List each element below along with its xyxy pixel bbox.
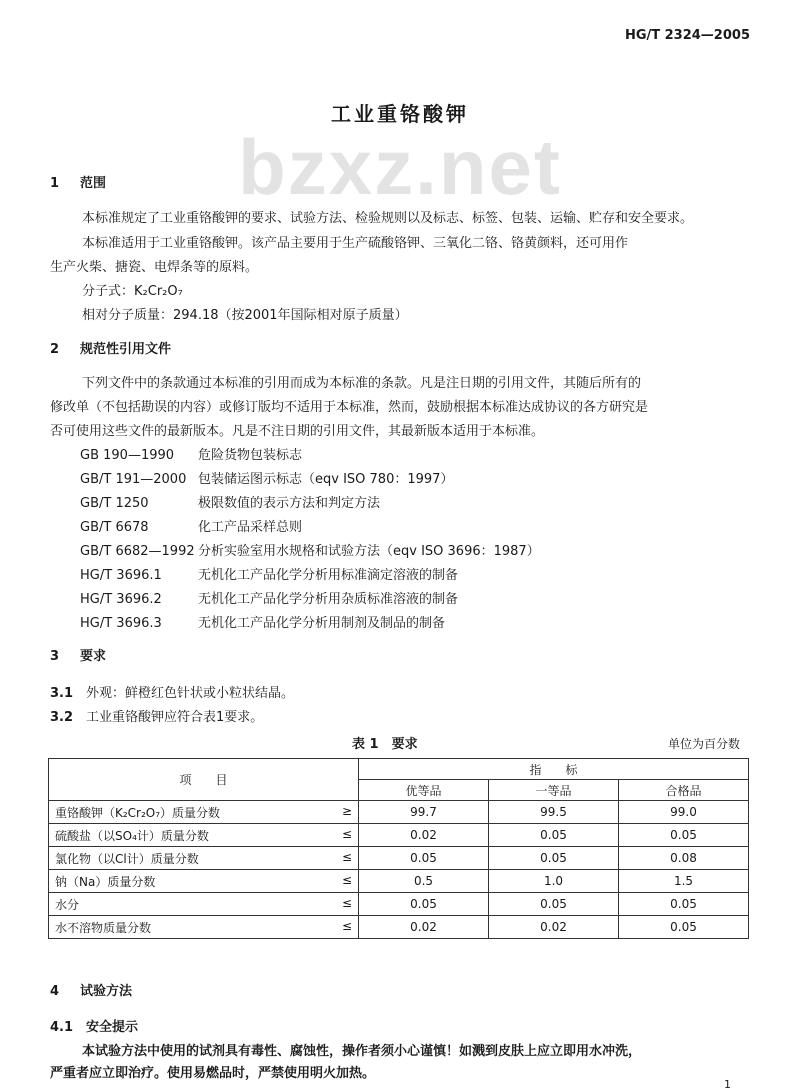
value-cell: 0.05 xyxy=(489,824,619,847)
comparison-sign: ≤ xyxy=(341,826,352,841)
reference-code: GB/T 191—2000 xyxy=(80,472,187,487)
clause-3-1 xyxy=(50,682,294,701)
section-1-heading xyxy=(50,172,106,191)
comparison-sign: ≥ xyxy=(341,803,352,818)
value-cell: 0.02 xyxy=(359,916,489,939)
section-2-heading xyxy=(50,338,171,357)
reference-code: GB/T 6678 xyxy=(80,520,149,535)
reference-item xyxy=(80,564,458,583)
comparison-sign: ≤ xyxy=(341,849,352,864)
value-cell: 0.05 xyxy=(359,847,489,870)
table-row xyxy=(49,916,749,939)
paragraph: 本标准规定了工业重铬酸钾的要求、试验方法、检验规则以及标志、标签、包装、运输、贮存和安全要求。 xyxy=(82,211,694,226)
item-cell xyxy=(49,870,359,893)
section-4-heading xyxy=(50,980,132,999)
standard-code: HG/T 2324—2005 xyxy=(624,28,750,43)
grade-qualified: 合格品 xyxy=(619,780,749,801)
value-cell: 0.05 xyxy=(619,916,749,939)
section-3-heading xyxy=(50,645,106,664)
grade-first: 一等品 xyxy=(489,780,619,801)
reference-item xyxy=(80,540,540,559)
table-header-row xyxy=(49,759,749,780)
reference-title: 无机化工产品化学分析用杂质标准溶液的制备 xyxy=(198,592,459,607)
clause-3-2 xyxy=(50,706,263,725)
reference-code: GB 190—1990 xyxy=(80,448,175,463)
reference-title: 危险货物包装标志 xyxy=(198,448,303,463)
table-row xyxy=(49,893,749,916)
table-row xyxy=(49,847,749,870)
paragraph: 严重者应立即治疗。使用易燃品时，严禁使用明火加热。 xyxy=(50,1066,376,1081)
clause-text: 工业重铬酸钾应符合表1要求。 xyxy=(86,710,264,725)
reference-title: 无机化工产品化学分析用制剂及制品的制备 xyxy=(198,616,446,631)
table-row xyxy=(49,870,749,893)
reference-item xyxy=(80,468,453,487)
reference-title: 化工产品采样总则 xyxy=(198,520,303,535)
grade-premium: 优等品 xyxy=(359,780,489,801)
reference-item xyxy=(80,612,445,631)
value-cell: 99.5 xyxy=(489,801,619,824)
value-cell: 0.02 xyxy=(489,916,619,939)
reference-title: 极限数值的表示方法和判定方法 xyxy=(198,496,381,511)
formula-line: 分子式：K₂Cr₂O₇ xyxy=(82,284,183,299)
reference-title: 包装储运图示标志（eqv ISO 780：1997） xyxy=(198,472,454,487)
comparison-sign: ≤ xyxy=(341,918,352,933)
reference-item xyxy=(80,588,458,607)
section-title: 范围 xyxy=(80,176,107,191)
paragraph: 本标准适用于工业重铬酸钾。该产品主要用于生产硫酸铬钾、三氧化二铬、铬黄颜料，还可用作 xyxy=(82,236,629,251)
section-number: 3 xyxy=(50,649,60,664)
value-cell: 0.02 xyxy=(359,824,489,847)
comparison-sign: ≤ xyxy=(341,872,352,887)
clause-number: 4.1 xyxy=(50,1020,74,1035)
clause-4-1-heading xyxy=(50,1016,138,1035)
reference-item xyxy=(80,516,302,535)
header-item: 项 目 xyxy=(49,759,359,801)
reference-title: 分析实验室用水规格和试验方法（eqv ISO 3696：1987） xyxy=(198,544,540,559)
item-label: 钠（Na）质量分数 xyxy=(55,874,156,889)
item-label: 氯化物（以Cl计）质量分数 xyxy=(55,851,199,866)
paragraph: 生产火柴、搪瓷、电焊条等的原料。 xyxy=(50,260,259,275)
section-title: 要求 xyxy=(80,649,107,664)
value-cell: 1.5 xyxy=(619,870,749,893)
reference-code: GB/T 6682—1992 xyxy=(80,544,195,559)
item-label: 硫酸盐（以SO₄计）质量分数 xyxy=(55,828,209,843)
value-cell: 0.05 xyxy=(359,893,489,916)
table-caption: 表 1 要求 xyxy=(352,737,418,752)
reference-code: HG/T 3696.2 xyxy=(80,592,162,607)
clause-title: 安全提示 xyxy=(86,1020,139,1035)
molecular-mass-line: 相对分子质量：294.18（按2001年国际相对原子质量） xyxy=(82,308,408,323)
header-index: 指 标 xyxy=(359,759,749,780)
section-number: 4 xyxy=(50,984,60,999)
clause-number: 3.2 xyxy=(50,710,74,725)
value-cell: 0.05 xyxy=(489,847,619,870)
item-label: 重铬酸钾（K₂Cr₂O₇）质量分数 xyxy=(55,805,221,820)
comparison-sign: ≤ xyxy=(341,895,352,910)
table-row xyxy=(49,801,749,824)
item-cell xyxy=(49,801,359,824)
item-cell xyxy=(49,847,359,870)
clause-text: 外观：鲜橙红色针状或小粒状结晶。 xyxy=(86,686,295,701)
reference-item xyxy=(80,444,302,463)
section-number: 2 xyxy=(50,342,60,357)
value-cell: 0.5 xyxy=(359,870,489,893)
paragraph: 修改单（不包括勘误的内容）或修订版均不适用于本标准，然而，鼓励根据本标准达成协议的各方研究是 xyxy=(50,400,649,415)
reference-code: HG/T 3696.1 xyxy=(80,568,162,583)
paragraph: 否可使用这些文件的最新版本。凡是不注日期的引用文件，其最新版本适用于本标准。 xyxy=(50,424,545,439)
value-cell: 0.08 xyxy=(619,847,749,870)
section-title: 试验方法 xyxy=(80,984,133,999)
section-title: 规范性引用文件 xyxy=(80,342,172,357)
reference-code: HG/T 3696.3 xyxy=(80,616,162,631)
item-cell xyxy=(49,916,359,939)
item-cell xyxy=(49,893,359,916)
value-cell: 0.05 xyxy=(489,893,619,916)
item-label: 水不溶物质量分数 xyxy=(55,920,152,935)
clause-number: 3.1 xyxy=(50,686,74,701)
item-cell xyxy=(49,824,359,847)
watermark: bzxz.net xyxy=(238,123,562,211)
page-number: 1 xyxy=(724,1078,731,1091)
value-cell: 99.7 xyxy=(359,801,489,824)
requirements-table xyxy=(48,758,749,939)
item-label: 水分 xyxy=(55,897,80,912)
table-row xyxy=(49,824,749,847)
document-title: 工业重铬酸钾 xyxy=(331,102,469,126)
reference-title: 无机化工产品化学分析用标准滴定溶液的制备 xyxy=(198,568,459,583)
section-number: 1 xyxy=(50,176,60,191)
paragraph: 下列文件中的条款通过本标准的引用而成为本标准的条款。凡是注日期的引用文件，其随后所有的 xyxy=(82,376,642,391)
value-cell: 0.05 xyxy=(619,893,749,916)
paragraph: 本试验方法中使用的试剂具有毒性、腐蚀性，操作者须小心谨慎！如溅到皮肤上应立即用水冲洗， xyxy=(82,1044,642,1059)
value-cell: 99.0 xyxy=(619,801,749,824)
value-cell: 0.05 xyxy=(619,824,749,847)
table-unit-note: 单位为百分数 xyxy=(667,737,740,751)
reference-code: GB/T 1250 xyxy=(80,496,149,511)
reference-item xyxy=(80,492,380,511)
value-cell: 1.0 xyxy=(489,870,619,893)
